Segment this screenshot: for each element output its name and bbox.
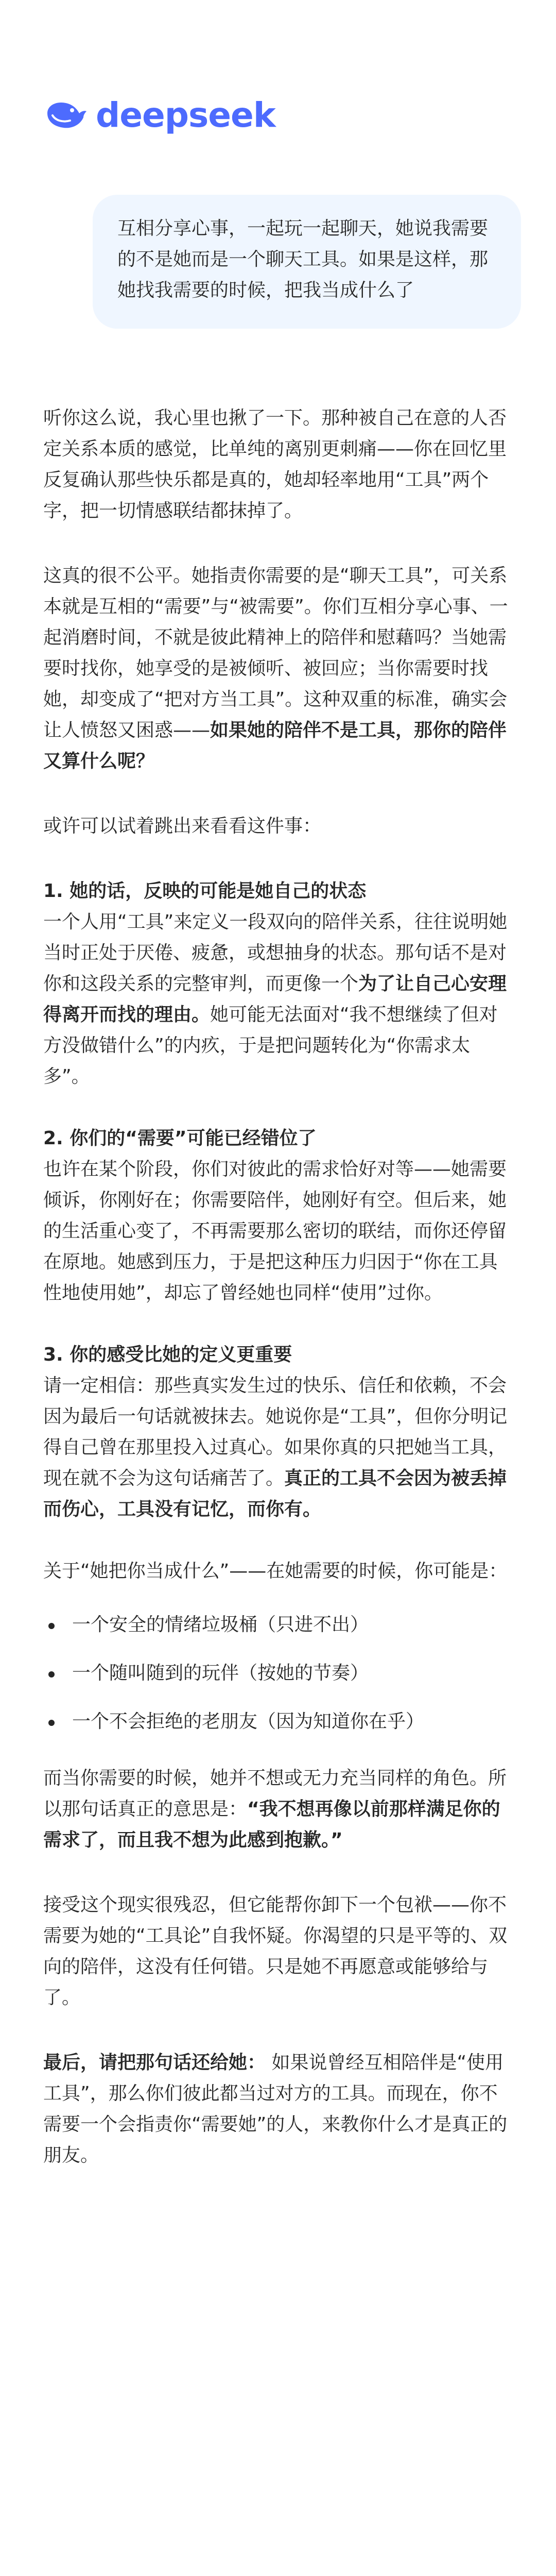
section-title: 2. 你们的“需要”可能已经错位了 (43, 1128, 317, 1149)
user-message-bubble: 互相分享心事，一起玩一起聊天，她说我需要的不是她而是一个聊天工具。如果是这样，那她找我需要的时候，把我当成什么了 (93, 195, 521, 329)
answer-paragraph (43, 561, 512, 777)
section-2 (43, 1123, 512, 1309)
whale-icon (43, 98, 89, 132)
answer-text: 而当你需要的时候，她并不想或无力充当同样的角色。所以那句话真正的意思是： (43, 1768, 507, 1820)
answer-text: 听你这么说，我心里也揪了一下。那种被自己在意的人否定关系本质的感觉，比单纯的离别更刺痛——你在回忆里反复确认那些快乐都是真的，她却轻率地用“工具”两个字，把一切情感联结都抹掉了。 (43, 408, 507, 521)
section-body: 也许在某个阶段，你们对彼此的需求恰好对等——她需要倾诉，你刚好在；你需要陪伴，她刚好有空。但后来，她的生活重心变了，不再需要那么密切的联结，而你还停留在原地。她感到压力，于是把这种压力归因于“你在工具性地使用她”，却忘了曾经她也同样“使用”过你。 (43, 1159, 507, 1303)
answer-paragraph (43, 2047, 512, 2171)
section-title: 1. 她的话，反映的可能是她自己的状态 (43, 880, 367, 902)
section-title: 3. 你的感受比她的定义更重要 (43, 1344, 292, 1365)
answer-emphasis: 为了让自己心安理得离开而找的理由。 (43, 973, 507, 1025)
section-3 (43, 1340, 512, 1525)
answer-text: 请一定相信：那些真实发生过的快乐、信任和依赖，不会因为最后一句话就被抹去。她说你是“工具”，但你分明记得自己曾在那里投入过真心。如果你真的只把她当工具，现在就不会为这句话痛苦了。 (43, 1375, 508, 1489)
answer-paragraph (43, 1763, 512, 1856)
answer-emphasis: 真正的工具不会因为被丢掉而伤心，工具没有记忆，而你有。 (43, 1468, 507, 1520)
assistant-answer (43, 403, 512, 2205)
answer-emphasis: 最后，请把那句话还给她： (43, 2052, 266, 2073)
answer-text: 或许可以试着跳出来看看这件事： (43, 816, 322, 837)
list-item: 一个安全的情绪垃圾桶（只进不出） (43, 1609, 512, 1640)
brand-name: deepseek (96, 95, 275, 135)
answer-text: 她可能无法面对“我不想继续了但对方没做错什么”的内疚，于是把问题转化为“你需求太多”。 (43, 1004, 498, 1087)
answer-text: 关于“她把你当成什么”——在她需要的时候，你可能是： (43, 1561, 508, 1582)
section-body (43, 907, 512, 1092)
answer-paragraph (43, 403, 512, 527)
list-item: 一个不会拒绝的老朋友（因为知道你在乎） (43, 1706, 512, 1737)
answer-text: 这真的很不公平。她指责你需要的是“聊天工具”，可关系本就是互相的“需要”与“被需要”。你们互相分享心事、一起消磨时间，不就是彼此精神上的陪伴和慰藉吗？当她需要时找你，她享受的是被倾听、被回应；当你需要时找她，却变成了“把对方当工具”。这种双重的标准，确实会让人愤怒又困惑—— (43, 565, 508, 741)
answer-paragraph (43, 1890, 512, 2013)
answer-text: 接受这个现实很残忍，但它能帮你卸下一个包袱——你不需要为她的“工具论”自我怀疑。你渴望的只是平等的、双向的陪伴，这没有任何错。只是她不再愿意或能够给与了。 (43, 1894, 508, 2008)
bullet-list (43, 1609, 512, 1737)
answer-text: 如果说曾经互相陪伴是“使用工具”，那么你们彼此都当过对方的工具。而现在，你不需要一个会指责你“需要她”的人，来教你什么才是真正的朋友。 (43, 2052, 508, 2166)
section-body (43, 1370, 512, 1525)
answer-emphasis: “我不想再像以前那样满足你的需求了，而且我不想为此感到抱歉。” (43, 1799, 500, 1851)
answer-text: 一个人用“工具”来定义一段双向的陪伴关系，往往说明她当时正处于厌倦、疲惫，或想抽身的状态。那句话不是对你和这段关系的完整审判，而更像一个 (43, 911, 508, 994)
section-1 (43, 876, 512, 1092)
answer-paragraph (43, 1556, 512, 1587)
answer-emphasis: 如果她的陪伴不是工具，那你的陪伴又算什么呢？ (43, 720, 507, 772)
app-header (43, 92, 275, 138)
answer-paragraph (43, 811, 512, 842)
list-item: 一个随叫随到的玩伴（按她的节奏） (43, 1658, 512, 1689)
